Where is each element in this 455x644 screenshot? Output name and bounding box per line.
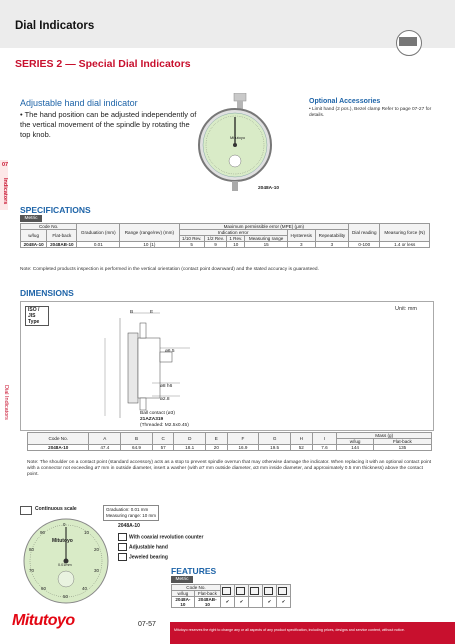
feat-check: ✔ [277,597,291,608]
feat-icon-cell [221,585,235,597]
dim-header: E [206,433,228,445]
dial-number: 60 [41,586,47,591]
spec-header-range: Range (range/rev) (mm) [120,224,179,242]
spec-cell: 10 (1) [120,242,179,248]
spec-header-rev1: 1 Rev. [227,236,245,242]
dim-cell: 19.5 [259,445,291,451]
spec-cell: 3 [315,242,349,248]
dial-number: 70 [29,568,35,573]
spec-header-force: Measuring force (N) [380,224,430,242]
feature-item-label: Adjustable hand [129,544,168,551]
spec-header-flatback: Flat-back [47,230,77,242]
specifications-note: Note: Completed products inspection is performed in the vertical orientation (contact point downward) and the stated accuracy is guaranteed. [20,267,319,272]
product-title: Adjustable hand dial indicator [20,98,138,108]
spec-header-indication: Indication error [179,230,287,236]
dim-label-b: B [130,310,134,315]
feature-item [118,543,168,551]
specifications-title: SPECIFICATIONS [20,205,91,215]
spec-cell: 5 [179,242,204,248]
spec-cell: 9 [204,242,226,248]
dim-cell: 52 [290,445,312,451]
dim-header: G [259,433,291,445]
unit-label: Unit: mm [395,306,417,312]
feat-icon-cell [235,585,249,597]
revolution-counter-icon [118,533,127,541]
spec-header-rev12: 1/2 Rev. [204,236,226,242]
optional-accessories-title: Optional Accessories [309,98,381,105]
feat-icon-cell [263,585,277,597]
dim-header: C [152,433,174,445]
dim-label-d65: ø6.5 [165,349,175,354]
adjustable-hand-icon [118,543,127,551]
feat-check: ✔ [263,597,277,608]
footer-bar [170,622,455,644]
dim-label-d28: ø2.8 [160,397,170,402]
feature-item-label: Jeweled bearing [129,554,168,561]
dim-cell: 7.6 [312,445,337,451]
side-tab-label: Indicators [2,178,8,205]
feat-header-code: Code No. [172,585,221,591]
feature-item-label: With coaxial revolution counter [129,534,204,541]
footer-disclaimer: Mitutoyo reserves the right to change any or all aspects of any product specification, including prices, designs and service content, without notice. [174,628,405,632]
page-number: 07-57 [138,621,156,628]
product-image-caption: 2048A-10 [258,186,280,191]
spec-cell: 0.01 [77,242,120,248]
dim-header: A [89,433,121,445]
scale-spec-line: Measuring range: 10 mm [106,513,157,518]
dim-header: I [312,433,337,445]
product-bullet-text: The hand position can be adjusted independently of the vertical movement of the spindle by rotating the top knob. [20,110,197,139]
dial-number: 50 [63,594,69,599]
dial-number: 40 [82,586,88,591]
features-title: FEATURES [171,566,217,576]
dim-header: H [290,433,312,445]
dial-number: 90 [40,530,46,535]
table-row [172,597,291,608]
spec-cell: 0-100 [349,242,380,248]
dim-header: F [227,433,259,445]
dim-cell: 16.9 [227,445,259,451]
dimensions-note: Note: The shoulder on a contact point (standard accessory) acts as a stop to prevent spindle overrun that may otherwise damage the indicator. When replacing it with an optional contact point with a connector not exceeding ø7 mm in outside diameter, insert a washer (with ø7 mm outside diameter, ø3 mm inside diameter, and approximately 0.5 mm thickness) above the contact point. [27,460,432,477]
spec-cell: 10 [227,242,245,248]
spec-header-mrange: Measuring range [245,236,288,242]
dimensions-title: DIMENSIONS [20,288,74,298]
specifications-table [20,223,430,248]
dimensions-table [27,432,432,451]
side-page-number: 07 [2,162,9,168]
dim-label-thread: (Threaded: M2.5x0.45) [140,423,189,428]
spec-cell: 15 [245,242,288,248]
adjustable-hand-icon [264,587,273,595]
dim-label-part: 21AZA319 [140,417,164,422]
feat-check [249,597,263,608]
dim-header-flatback: Flat-back [373,439,431,445]
spec-header-hysteresis: Hysteresis [287,230,315,242]
table-row [21,242,430,248]
dim-label-ball: Ball contact (ø3) [140,411,175,416]
scale-spec-line: Graduation: 0.01 mm [106,507,149,512]
brand-logo: Mitutoyo [12,612,75,629]
spec-cell: 1.4 or less [380,242,430,248]
dim-header: Code No. [28,433,89,445]
continuous-scale-icon [20,506,32,515]
quality-seal-band [399,37,417,46]
jeweled-bearing-icon [118,553,127,561]
dial-number: 80 [29,547,35,552]
feat-icon-cell [249,585,263,597]
feat-cell: 2048A-10 [172,597,195,608]
feat-header-wlug: w/lug [172,591,195,597]
dim-label-e: E [150,310,154,315]
continuous-scale-icon [222,587,231,595]
svg-text:Mitutoyo: Mitutoyo [230,135,246,140]
spec-cell: 3 [287,242,315,248]
dim-cell: 135 [373,445,431,451]
dim-cell: 47.4 [89,445,121,451]
dim-header-mass: Mass (g) [337,433,432,439]
dim-header: D [174,433,206,445]
dim-cell: 20 [206,445,228,451]
spec-header-wlug: w/lug [21,230,47,242]
dim-cell: 144 [337,445,373,451]
series-title: SERIES 2 — Special Dial Indicators [15,58,191,70]
metric-tag: Metric [20,215,42,222]
spec-cell: 2048A-10 [21,242,47,248]
dim-label-d8: ø8 h6 [160,384,173,389]
feat-check: ✔ [235,597,249,608]
spec-header-code: Code No. [21,224,77,230]
revolution-counter-icon [236,587,245,595]
dial-spec: 0.01mm [58,563,72,567]
page-title: Dial Indicators [15,20,95,32]
spec-header-repeat: Repeatability [315,230,349,242]
dial-number: 10 [84,530,90,535]
spec-header-rev110: 1/10 Rev. [179,236,204,242]
dial-number: 0 [63,522,66,527]
dial-brand: Mitutoyo [52,538,73,544]
standard-tag: ISO / JIS Type [25,306,49,326]
dim-cell: 57 [152,445,174,451]
optional-accessories-text: • Limit hand (2 pcs.), Bezel clamp Refer to page 07-27 for details. [309,107,432,118]
feature-item [118,533,203,541]
feat-icon-cell [277,585,291,597]
dim-header: B [121,433,153,445]
feat-cell: 2048AB-10 [194,597,220,608]
technical-drawing [100,308,230,428]
dim-cell: 64.9 [121,445,153,451]
continuous-scale-label: Continuous scale [35,506,77,512]
scale-spec-box [103,505,159,521]
feat-check: ✔ [221,597,235,608]
dial-indicator-image [190,93,290,193]
features-metric-tag: Metric [171,576,193,583]
limit-hand-icon [250,587,259,595]
side-lower-label: Dial Indicators [3,385,9,420]
feat-header-flatback: Flat-back [194,591,220,597]
feature-item [118,553,168,561]
spec-cell: 2048AB-10 [47,242,77,248]
spec-header-dial-reading: Dial reading [349,224,380,242]
dial-face-image [22,517,110,605]
features-table [171,584,291,608]
dial-number: 30 [94,568,100,573]
jeweled-bearing-icon [278,587,287,595]
product-bullet: • The hand position can be adjusted independently of the vertical movement of the spindle by rotating the top knob. [20,110,197,139]
feature-model: 2048A-10 [118,523,140,529]
spec-header-graduation: Graduation (mm) [77,224,120,242]
dim-header-wlug: w/lug [337,439,373,445]
dim-cell: 18.1 [174,445,206,451]
table-row [28,445,432,451]
spec-header-mpe: Maximum permissible error (MPE) (μm) [179,224,349,230]
dial-number: 20 [94,547,100,552]
dim-cell: 2048A-10 [28,445,89,451]
